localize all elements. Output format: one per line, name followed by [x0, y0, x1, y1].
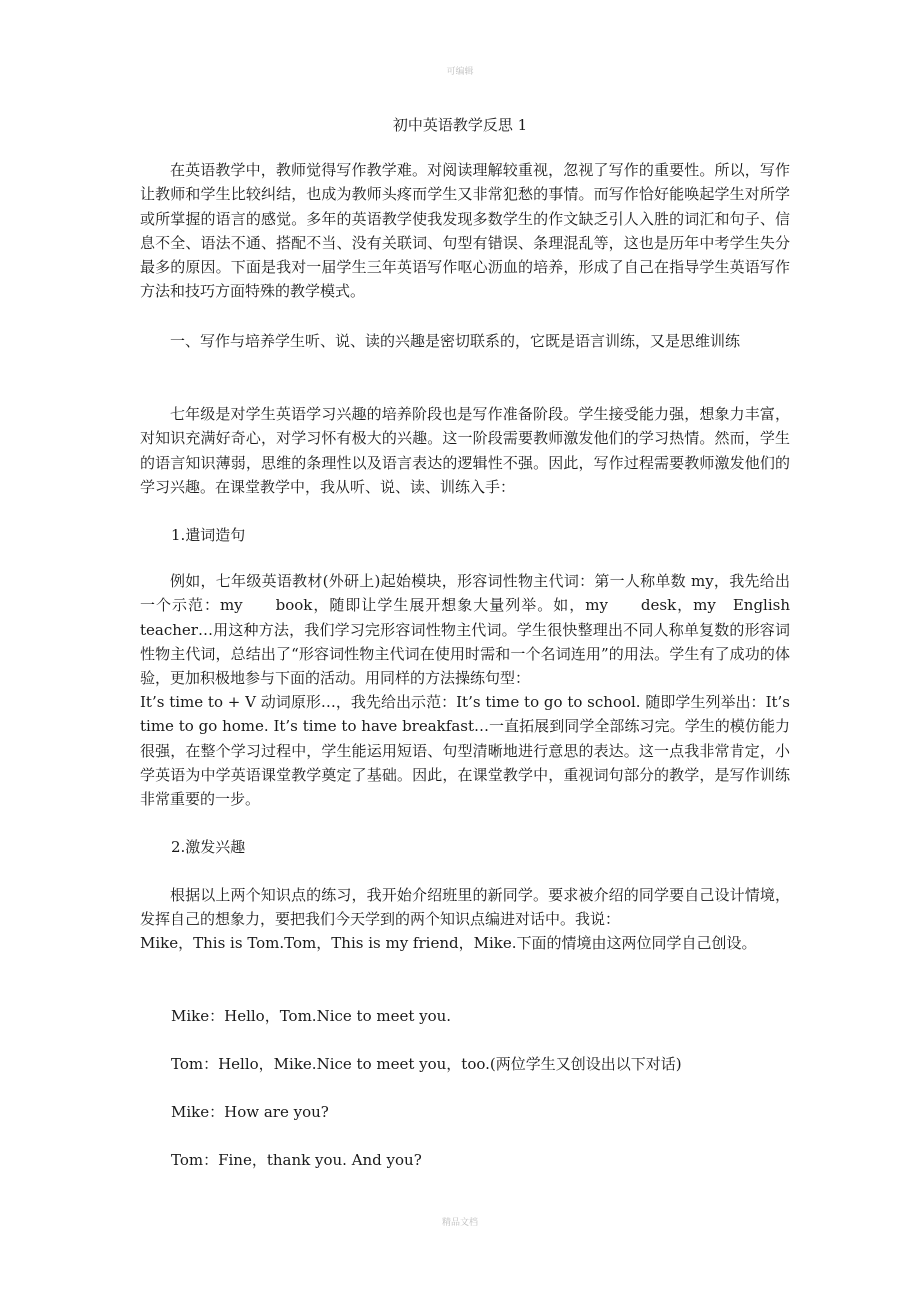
grade7-paragraph: 七年级是对学生英语学习兴趣的培养阶段也是写作准备阶段。学生接受能力强，想象力丰富，对知识充满好奇心，对学习怀有极大的兴趣。这一阶段需要教师激发他们的学习热情。然而，学生的语言知识薄弱，思维的条理性以及语言表达的逻辑性不强。因此，写作过程需要教师激发他们的学习兴趣。在课堂教学中，我从听、说、读、训练入手：: [140, 405, 790, 496]
footer-watermark: 精品文档: [441, 1218, 478, 1228]
section-1-heading: 一、写作与培养学生听、说、读的兴趣是密切联系的，它既是语言训练，又是思维训练: [170, 332, 741, 350]
dialogue-line: Tom：Fine，thank you. And you?: [171, 1151, 422, 1169]
interest-paragraph-part1: 根据以上两个知识点的练习，我开始介绍班里的新同学。要求被介绍的同学要自己设计情境，发挥自己的想象力，要把我们今天学到的两个知识点编进对话中。我说：: [140, 886, 790, 929]
intro-paragraph: 在英语教学中，教师觉得写作教学难。对阅读理解较重视，忽视了写作的重要性。所以，写作让教师和学生比较纠结，也成为教师头疼而学生又非常犯愁的事情。而写作恰好能唤起学生对所学或所掌握的语言的感觉。多年的英语教学使我发现多数学生的作文缺乏引人入胜的词汇和句子、信息不全、语法不通、搭配不当、没有关联词、句型有错误、条理混乱等，这也是历年中考学生失分最多的原因。下面是我对一届学生三年英语写作呕心沥血的培养，形成了自己在指导学生英语写作方法和技巧方面特殊的教学模式。: [140, 161, 790, 301]
interest-paragraph-part2: Mike，This is Tom.Tom，This is my friend，Mike.下面的情境由这两位同学自己创设。: [140, 934, 757, 952]
dialogue-line: Mike：Hello，Tom.Nice to meet you.: [171, 1007, 452, 1025]
dialogue-line: Tom：Hello，Mike.Nice to meet you，too.(两位学生又创设出以下对话): [171, 1055, 682, 1073]
header-watermark: 可编辑: [446, 67, 474, 77]
example-paragraph-part1: 例如，七年级英语教材(外研上)起始模块，形容词性物主代词：第一人称单数 my，我先给出一个示范：my book，随即让学生展开想象大量列举。如，my desk，my English teacher…用这种方法，我们学习完形容词性物主代词。学生很快整理出不同人称单复数的形容词性物主代词，总结出了“形容词性物主代词在使用时需和一个名词连用”的用法。学生有了成功的体验，更加积极地参与下面的活动。用同样的方法操练句型：: [140, 572, 810, 688]
example-paragraph-part2: It’s time to + V 动词原形…，我先给出示范：It’s time to go to school. 随即学生列举出：It’s time to go home. It’s time to have breakfast…一直拓展到同学全部练习完。学生的模仿能力很强，在整个学习过程中，学生能运用短语、句型清晰地进行意思的表达。这一点我非常肯定，小学英语为中学英语课堂教学奠定了基础。因此，在课堂教学中，重视词句部分的教学，是写作训练非常重要的一步。: [140, 693, 790, 809]
subsection-2-heading: 2.激发兴趣: [171, 838, 246, 856]
dialogue-line: Mike：How are you?: [171, 1103, 329, 1121]
document-title: 初中英语教学反思 1: [392, 116, 528, 134]
subsection-1-heading: 1.遣词造句: [171, 526, 246, 544]
